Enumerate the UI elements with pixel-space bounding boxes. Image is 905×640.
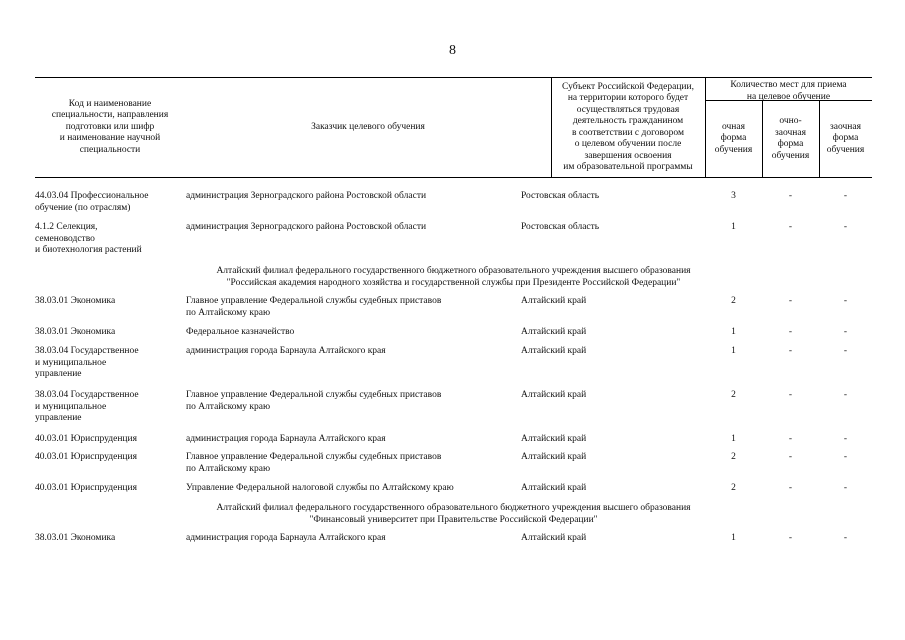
row-region: Алтайский край xyxy=(521,483,587,493)
row-full-time: 2 xyxy=(731,452,736,462)
row-region: Алтайский край xyxy=(521,452,587,462)
row-part-time: - xyxy=(788,327,793,337)
table-header xyxy=(35,77,872,178)
header-distance: заочная форма обучения xyxy=(826,121,865,155)
row-code: 38.03.04 Государственное и муниципальное управление xyxy=(35,390,139,423)
row-customer: администрация города Барнаула Алтайского края xyxy=(186,346,386,356)
row-distance: - xyxy=(843,191,848,201)
page-number: 8 xyxy=(449,43,456,58)
row-full-time: 1 xyxy=(731,533,736,543)
row-part-time: - xyxy=(788,390,793,400)
row-code: 40.03.01 Юриспруденция xyxy=(35,434,137,444)
row-part-time: - xyxy=(788,296,793,306)
row-code: 40.03.01 Юриспруденция xyxy=(35,452,137,462)
row-distance: - xyxy=(843,296,848,306)
row-distance: - xyxy=(843,434,848,444)
institution-heading: Алтайский филиал федерального государственного бюджетного образовательного учреждения высшего образования "Российская академия народного хозяйства и государственной службы при Президенте Российской Федерации" xyxy=(216,266,691,288)
row-customer: администрация Зерноградского района Ростовской области xyxy=(186,222,427,232)
row-customer: Главное управление Федеральной службы судебных приставов по Алтайскому краю xyxy=(186,296,442,318)
row-code: 38.03.04 Государственное и муниципальное управление xyxy=(35,346,139,379)
row-distance: - xyxy=(843,346,848,356)
row-part-time: - xyxy=(788,222,793,232)
header-full-time: очная форма обучения xyxy=(714,121,753,155)
row-region: Алтайский край xyxy=(521,533,587,543)
header-subject: Субъект Российской Федерации, на территории которого будет осуществляться трудовая деятельность гражданином в соответствии с договором о целевом обучении после завершения освоения им образовательной программы xyxy=(562,81,694,172)
row-customer: Управление Федеральной налоговой службы по Алтайскому краю xyxy=(186,483,454,493)
row-customer: администрация Зерноградского района Ростовской области xyxy=(186,191,427,201)
row-part-time: - xyxy=(788,346,793,356)
row-distance: - xyxy=(843,222,848,232)
row-full-time: 1 xyxy=(731,222,736,232)
row-part-time: - xyxy=(788,483,793,493)
row-part-time: - xyxy=(788,452,793,462)
row-customer: Главное управление Федеральной службы судебных приставов по Алтайскому краю xyxy=(186,390,442,412)
row-code: 44.03.04 Профессиональное обучение (по отраслям) xyxy=(35,191,149,213)
row-region: Ростовская область xyxy=(521,222,600,232)
row-full-time: 3 xyxy=(731,191,736,201)
row-region: Алтайский край xyxy=(521,327,587,337)
row-full-time: 1 xyxy=(731,434,736,444)
row-full-time: 1 xyxy=(731,346,736,356)
row-part-time: - xyxy=(788,434,793,444)
header-customer: Заказчик целевого обучения xyxy=(311,121,425,132)
row-code: 38.03.01 Экономика xyxy=(35,296,116,306)
row-distance: - xyxy=(843,390,848,400)
row-distance: - xyxy=(843,452,848,462)
row-code: 38.03.01 Экономика xyxy=(35,533,116,543)
row-part-time: - xyxy=(788,533,793,543)
header-places: Количество мест для приема на целевое обучение xyxy=(730,80,847,102)
row-part-time: - xyxy=(788,191,793,201)
row-customer: администрация города Барнаула Алтайского края xyxy=(186,434,386,444)
header-code: Код и наименование специальности, направления подготовки или шифр и наименование научной специальности xyxy=(51,98,169,155)
row-full-time: 1 xyxy=(731,327,736,337)
row-customer: Федеральное казначейство xyxy=(186,327,295,337)
row-distance: - xyxy=(843,533,848,543)
row-distance: - xyxy=(843,327,848,337)
row-full-time: 2 xyxy=(731,296,736,306)
row-region: Алтайский край xyxy=(521,434,587,444)
row-code: 4.1.2 Селекция, семеноводство и биотехнология растений xyxy=(35,222,142,255)
row-full-time: 2 xyxy=(731,483,736,493)
institution-heading: Алтайский филиал федерального государственного образовательного бюджетного учреждения высшего образования "Финансовый университет при Правительстве Российской Федерации" xyxy=(216,503,691,525)
row-region: Алтайский край xyxy=(521,390,587,400)
row-code: 40.03.01 Юриспруденция xyxy=(35,483,137,493)
row-region: Ростовская область xyxy=(521,191,600,201)
row-customer: администрация города Барнаула Алтайского края xyxy=(186,533,386,543)
row-region: Алтайский край xyxy=(521,296,587,306)
row-region: Алтайский край xyxy=(521,346,587,356)
row-distance: - xyxy=(843,483,848,493)
row-code: 38.03.01 Экономика xyxy=(35,327,116,337)
row-customer: Главное управление Федеральной службы судебных приставов по Алтайскому краю xyxy=(186,452,442,474)
header-part-time: очно- заочная форма обучения xyxy=(771,116,810,161)
row-full-time: 2 xyxy=(731,390,736,400)
